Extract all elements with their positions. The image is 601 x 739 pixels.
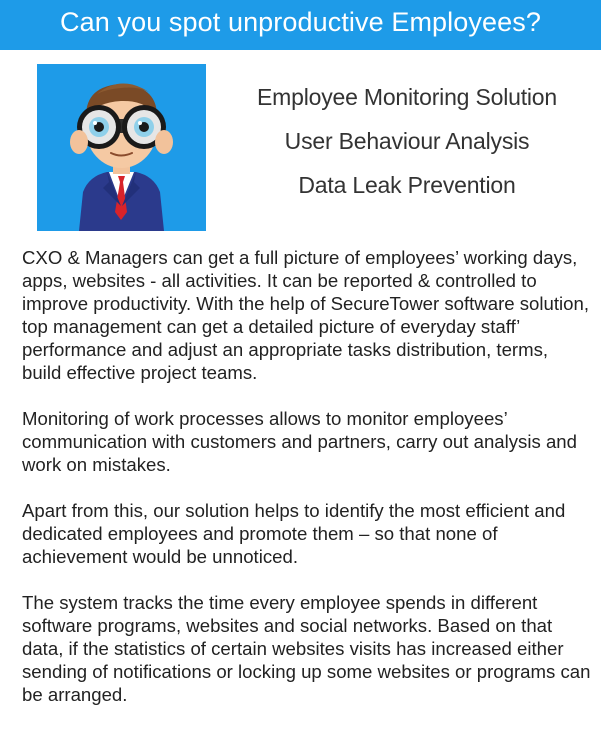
heading-data-leak-prevention: Data Leak Prevention: [298, 172, 516, 198]
heading-employee-monitoring: Employee Monitoring Solution: [257, 84, 557, 110]
employee-with-binoculars-icon: [37, 64, 206, 231]
page-banner: [0, 0, 601, 50]
paragraph-work-processes: Monitoring of work processes allows to monitor employees’ communication with customers and partners, carry out analysis and work on mistakes.: [22, 408, 577, 475]
banner-title: Can you spot unproductive Employees?: [60, 7, 541, 37]
paragraph-efficient-employees: Apart from this, our solution helps to identify the most efficient and dedicated employees and promote them – so that none of achievement would be unnoticed.: [22, 500, 566, 567]
heading-user-behaviour-analysis: User Behaviour Analysis: [284, 128, 530, 154]
paragraph-time-tracking: The system tracks the time every employee spends in different software programs, websites and social networks. Based on that data, if the statistics of certain websites visits has increased either sending of notifications or locking up some websites or programs can be arranged.: [22, 592, 591, 705]
paragraph-overview: CXO & Managers can get a full picture of employees’ working days, apps, websites - all activities. It can be reported & controlled to improve productivity. With the help of SecureTower software solution, top management can get a detailed picture of everyday staff’ performance and adjust an appropriate tasks distribution, terms, build effective project teams.: [22, 247, 590, 383]
feature-headings: [222, 80, 592, 212]
body-text: [22, 246, 592, 729]
